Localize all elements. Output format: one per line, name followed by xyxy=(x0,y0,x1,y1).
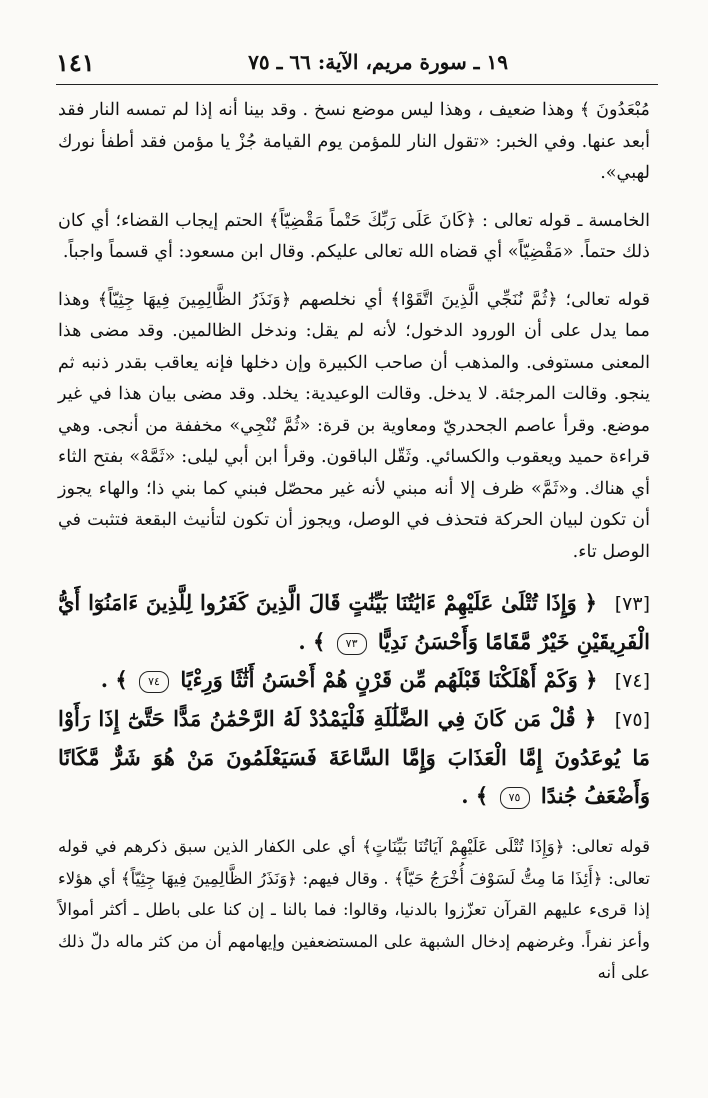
verse-close: ﴾ . xyxy=(100,667,128,692)
paragraph-2: الخامسة ـ قوله تعالى : ﴿كَانَ عَلَى رَبِّكَ حَتْماً مَقْضِيّاً﴾ الحتم إيجاب القضاء؛ أي كان ذلك حتماً. «مَقْضِيّاً» أي قضاه الله تعالى عليكم. وقال ابن مسعود: أي قسماً واجباً. xyxy=(58,210,650,262)
surah-info: ١٩ ـ سورة مريم، الآية: ٦٦ ـ ٧٥ xyxy=(248,50,508,74)
verse-close: ﴾ . xyxy=(461,783,489,808)
paragraph-1: مُبْعَدُونَ ﴾ وهذا ضعيف ، وهذا ليس موضع نسخ . وقد بينا أنه إذا لم تمسه النار فقد أبعد عنها. وفي الخبر: «تقول النار للمؤمن يوم القيامة جُزْ يا مؤمن فقد أطفأ نورك لهبي». xyxy=(58,100,650,183)
verse-73 xyxy=(58,584,650,661)
verse-text: ﴿ وَكَمْ أَهْلَكْنَا قَبْلَهُم مِّن قَرْنٍ هُمْ أَحْسَنُ أَثَٰثًا وَرِءْيًا xyxy=(180,667,598,692)
verse-number: [٧٣] xyxy=(614,593,651,615)
verse-75 xyxy=(58,700,650,815)
verse-number: [٧٤] xyxy=(614,670,650,692)
verse-end-marker: ٧٤ xyxy=(139,671,169,693)
page-number: ١٤١ xyxy=(56,47,95,77)
verse-end-marker: ٧٣ xyxy=(337,633,367,655)
verse-close: ﴾ . xyxy=(298,629,326,654)
verse-number: [٧٥] xyxy=(614,709,651,731)
paragraph-3: قوله تعالى؛ ﴿ثُمَّ نُنَجِّي الَّذِينَ اتَّقَوْا﴾ أي نخلصهم ﴿وَنَذَرُ الظَّالِمِينَ فِيهَا جِثِيّاً﴾ وهذا مما يدل على أن الورود الدخول؛ لأنه لم يقل: وندخل الظالمين. وقد مضى هذا المعنى مستوفى. والمذهب أن صاحب الكبيرة وإن دخلها فإنه يعاقب بقدر ذنبه ثم ينجو. وقالت المرجئة. لا يدخل. وقالت الوعيدية: يخلد. وقد مضى بيان هذا في غير موضع. وقرأ عاصم الجحدريّ ومعاوية بن قرة: «ثُمَّ نُنْجِي» مخففة من أنجى. وهي قراءة حميد ويعقوب والكسائي. وثَقّل الباقون. وقرأ ابن أبي ليلى: «ثَمَّهْ» بفتح الثاء أي هناك. و«ثَمَّ» ظرف إلا أنه مبني لأنه غير محصّل فبني كما بني ذا؛ والهاء يجوز أن تكون لبيان الحركة فتحذف في الوصل، ويجوز أن تكون لتأنيث البقعة فتثبت في الوصل تاء. xyxy=(58,289,650,562)
commentary-paragraph: قوله تعالى: ﴿وَإِذَا تُتْلَى عَلَيْهِمْ آيَاتُنَا بَيِّنَاتٍ﴾ أي على الكفار الذين سبق ذكرهم في قوله تعالى: ﴿أَئِذَا مَا مِتُّ لَسَوْفَ أُخْرَجُ حَيّاً﴾ . وقال فيهم: ﴿وَنَذَرُ الظَّالِمِينَ فِيهَا جِثِيّاً﴾ أي هؤلاء إذا قرىء عليهم القرآن تعزّزوا بالدنيا، وقالوا: فما بالنا ـ إن كنا على باطل ـ أكثر أموالاً وأعز نفراً. وغرضهم إدخال الشبهة على المستضعفين وإيهامهم أن من كثر ماله دلّ ذلك على أنه xyxy=(58,837,650,982)
verse-74 xyxy=(58,661,650,700)
page-header xyxy=(56,40,658,85)
verse-end-marker: ٧٥ xyxy=(500,787,530,809)
verse-text: ﴿ وَإِذَا تُتْلَىٰ عَلَيْهِمْ ءَايَٰتُنَا بَيِّنَٰتٍ قَالَ الَّذِينَ كَفَرُوا لِلَّذِينَ ءَامَنُوٓا أَيُّ الْفَرِيقَيْنِ خَيْرٌ مَّقَامًا وَأَحْسَنُ نَدِيًّا xyxy=(58,590,650,654)
verse-text: ﴿ قُلْ مَن كَانَ فِي الضَّلَٰلَةِ فَلْيَمْدُدْ لَهُ الرَّحْمَٰنُ مَدًّا حَتَّىٰٓ إِذَا رَأَوْا مَا يُوعَدُونَ إِمَّا الْعَذَابَ وَإِمَّا السَّاعَةَ فَسَيَعْلَمُونَ مَنْ هُوَ شَرٌّ مَّكَانًا وَأَضْعَفُ جُندًا xyxy=(58,706,650,808)
text-body xyxy=(58,95,650,989)
